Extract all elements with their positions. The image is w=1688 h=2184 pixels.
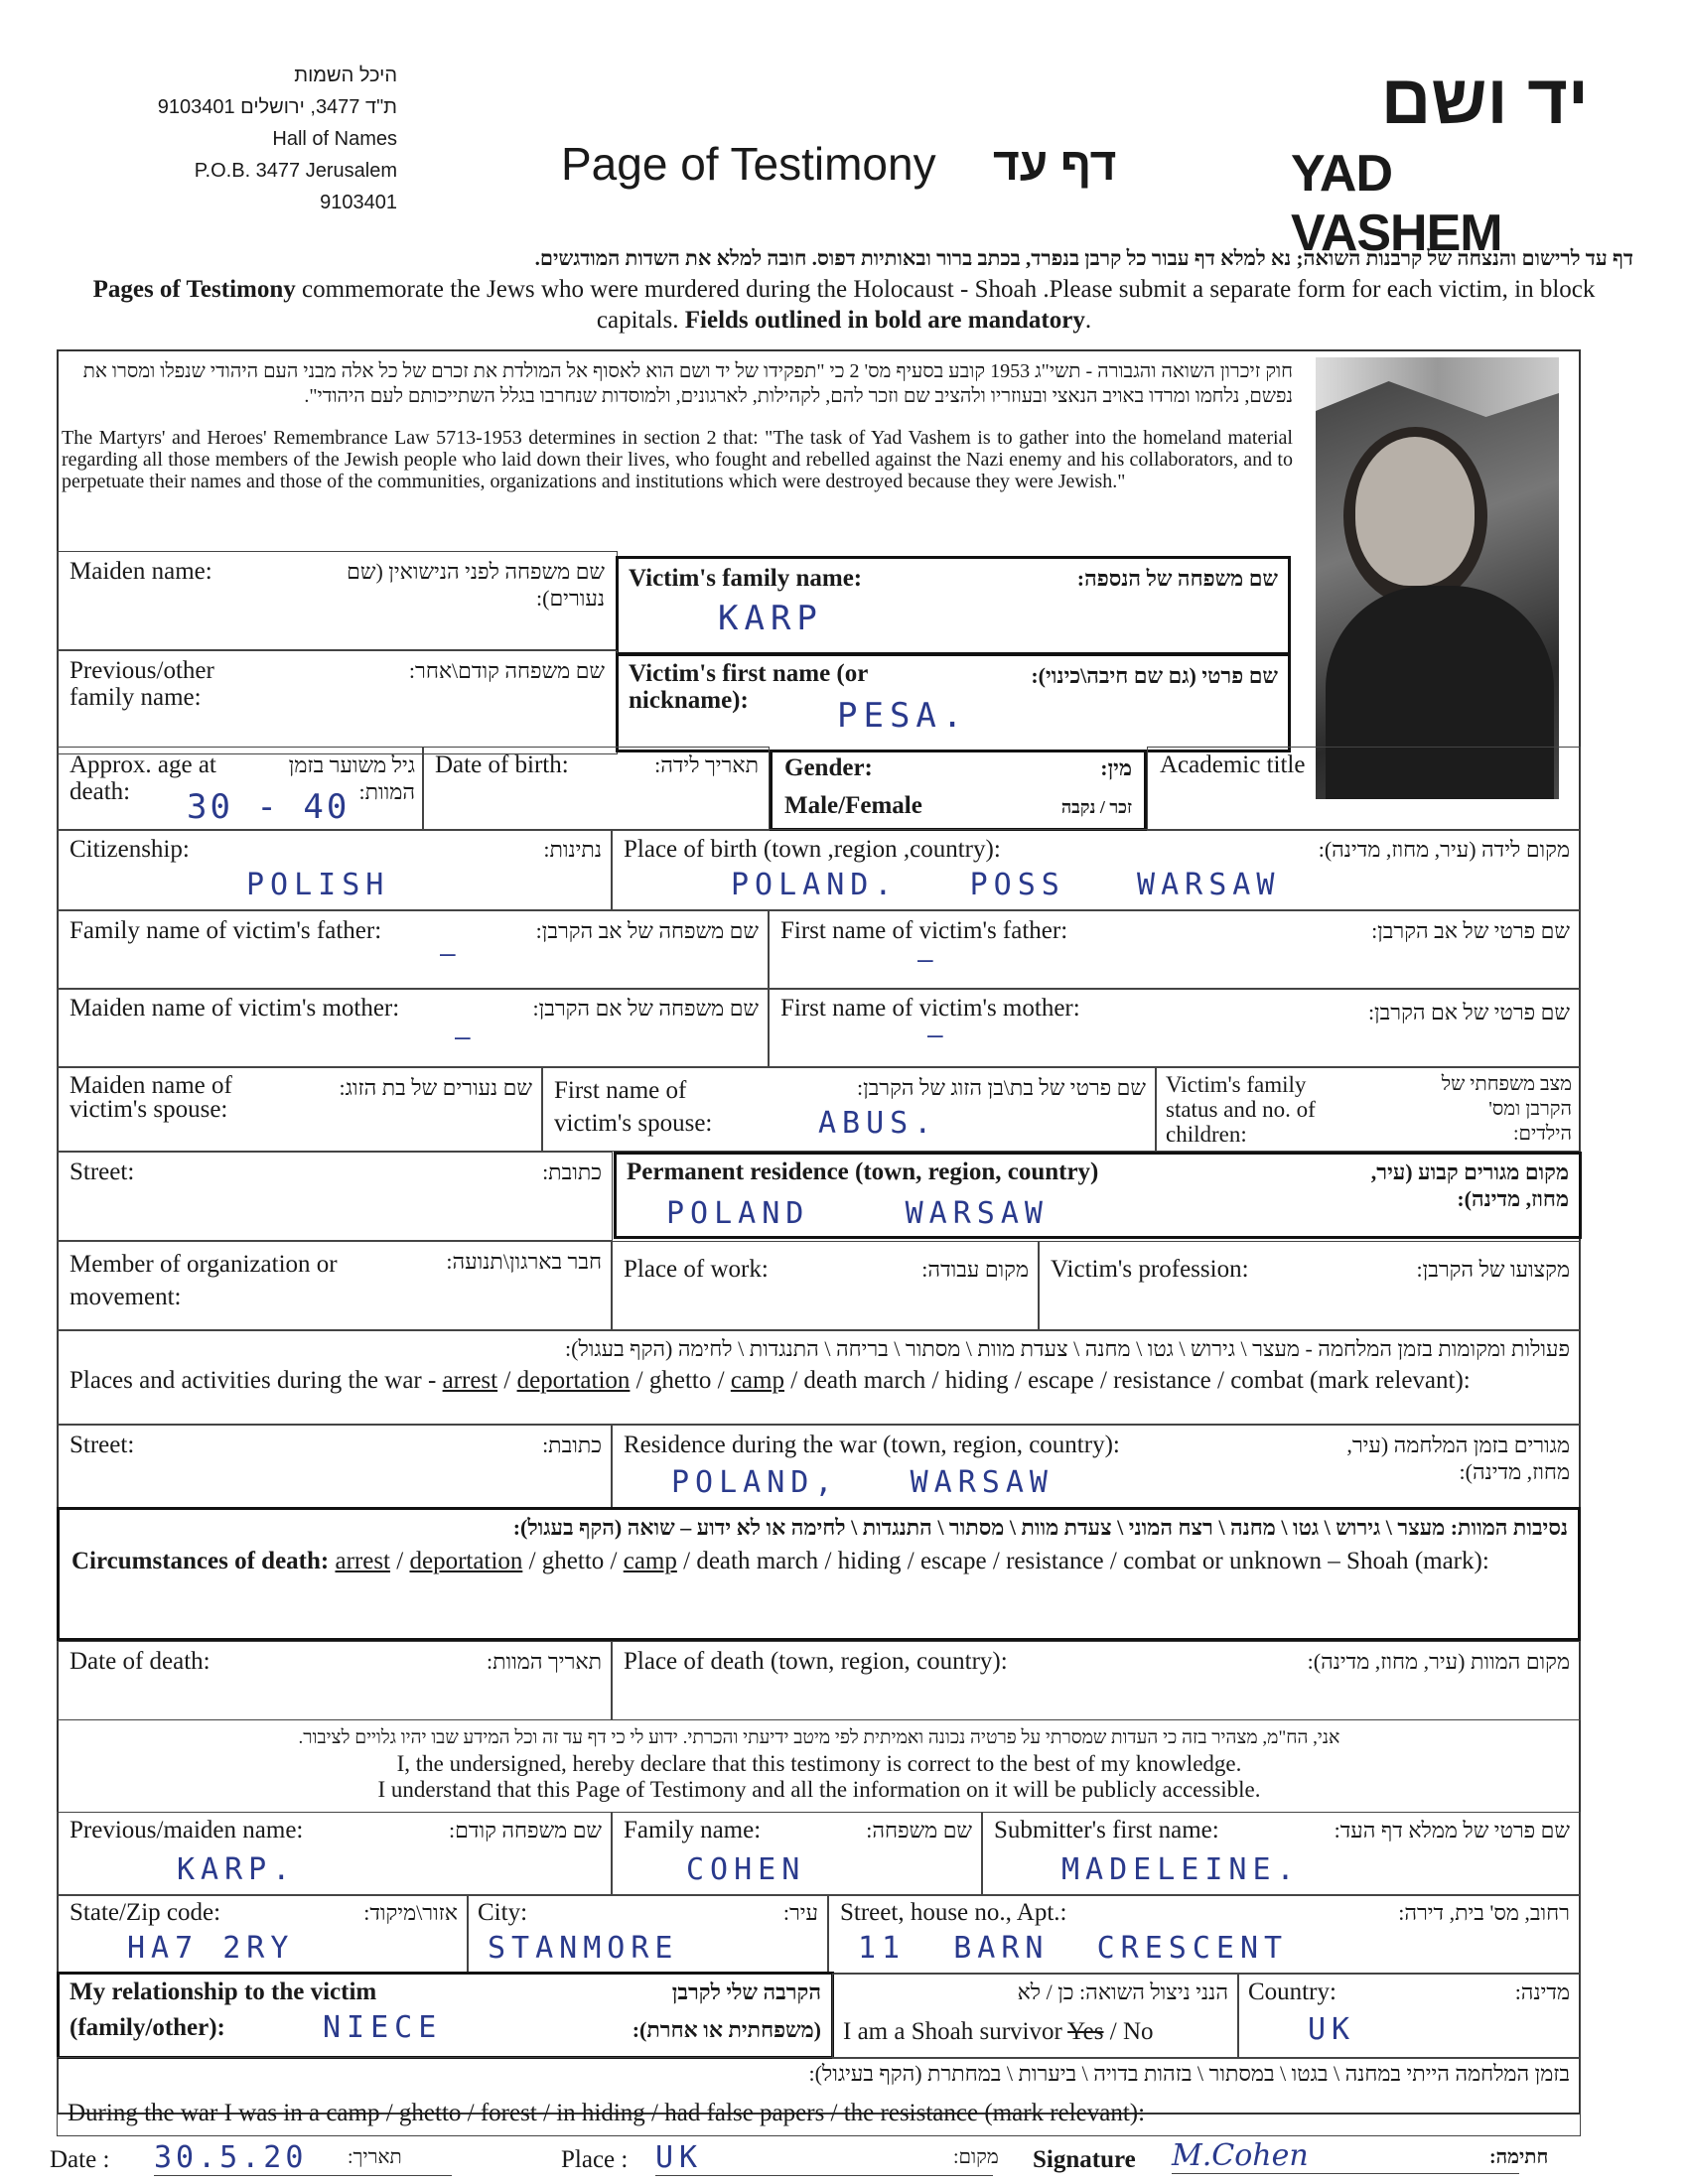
war-street-label: Street: [70,1432,135,1458]
victim-family-name-label-he: שם משפחה של הנספה: [1076,566,1278,591]
signature-label-he: חתימה: [1489,2146,1549,2168]
during-war-field[interactable] [57,2057,1581,2136]
relationship-field[interactable] [57,1972,834,2059]
gender-field[interactable] [770,750,1147,831]
instructions-mandatory-note: Fields outlined in bold are mandatory [684,307,1085,334]
date-label-he: תאריך: [348,2146,402,2168]
instructions-end: . [1084,307,1092,334]
place-of-birth-label: Place of birth (town ,region ,country): [624,836,1001,863]
gender-options-he[interactable]: זכר / נקבה [1060,797,1132,817]
submitter-family-name-field[interactable] [611,1812,983,1896]
spouse-first-name-value: ABUS. [818,1106,938,1141]
permanent-residence-label-he: מקום מגורים קבוע (עיר, מחוז, מדינה): [1370,1160,1569,1211]
victim-first-name-label: Victim's first name (or nickname): [629,660,868,714]
victim-first-name-label-he: שם פרטי (גם שם חיבה\כינוי): [1031,663,1278,688]
war-residence-label-he: מגורים בזמן המלחמה (עיר, מחוז, מדינה): [1346,1433,1570,1484]
death-option-resistance[interactable]: resistance [1006,1548,1104,1574]
date-label: Date : [50,2146,110,2173]
street-field[interactable] [57,1152,613,1241]
permanent-residence-field[interactable] [614,1152,1582,1239]
war-residence-value: POLAND, WARSAW [671,1465,1054,1500]
war-residence-field[interactable] [611,1425,1581,1509]
death-option-arrest[interactable]: arrest [335,1548,391,1574]
logo-hebrew: יד ושם [1380,61,1589,138]
org-name-en: Hall of Names [272,128,397,150]
war-option-escape[interactable]: escape [1028,1367,1094,1394]
place-of-birth-label-he: מקום לידה (עיר, מחוז, מדינה): [1318,837,1570,862]
signature-label: Signature [1033,2146,1136,2173]
declaration-he: אני, הח"מ, מצהיר בזה כי העדות שמסרתי על פרטיה נכונה ואמיתית לפי מיטב ידיעתי והכרתי. ידוע לי כי דף עד זה וכל המידע שבו יהיו גלויים לציבור. [298,1727,1340,1748]
date-of-death-label: Date of death: [70,1648,211,1675]
law-text-en: The Martyrs' and Heroes' Remembrance Law 5713-1953 determines in section 2 that: "The task of Yad Vashem is to gather into the homeland material regarding all those members of the Jewish people who laid down their lives, who fought and rebelled against the Nazi enemy and his collaborators, and to perpetuate their names and those of the communities, organizations and institutions which were destroyed because they were Jewish." [62,427,1293,492]
academic-title-label: Academic title [1160,751,1306,778]
declaration-en-1: I, the undersigned, hereby declare that this testimony is correct to the best of my knowledge. [396,1751,1242,1776]
age-at-death-label-he: גיל משוער בזמן המוות: [288,752,415,804]
address-he: ת"ד 3477, ירושלים 9103401 [157,96,397,118]
place-of-death-label: Place of death (town, region, country): [624,1648,1008,1675]
relationship-label: My relationship to the victim [70,1979,377,2005]
victim-first-name-value: PESA. [837,696,969,736]
gender-label: Gender: [784,754,873,781]
war-option-death-march[interactable]: death march [803,1367,926,1394]
family-status-label: Victim's family status and no. of children: [1166,1072,1316,1147]
mother-first-name-field[interactable] [768,988,1581,1067]
victim-family-name-value: KARP [718,599,823,638]
zip-code-label-he: אזור\מיקוד: [363,1900,458,1925]
death-option-escape[interactable]: escape [920,1548,987,1574]
place-of-birth-value: POLAND. POSS WARSAW [731,868,1281,902]
war-option-hiding[interactable]: hiding [944,1367,1009,1394]
submitter-previous-name-label: Previous/maiden name: [70,1817,304,1843]
victim-photo [1316,357,1559,799]
family-status-field[interactable] [1155,1067,1581,1152]
survivor-label [843,2018,1154,2045]
instructions-he: דף עד לרישום והנצחה של קרבנות השואה; נא למלא דף עבור כל קרבן בנפרד, בכתב ברור ובאותיות דפוס. חובה למלא את השדות המודגשים. [534,246,1633,270]
family-status-label-he: מצב משפחתי של הקרבן ומס' הילדים: [1441,1073,1572,1145]
profession-label: Victim's profession: [1051,1256,1249,1283]
war-activities-mark-note: (mark relevant): [1303,1367,1471,1394]
death-option-combat-unknown[interactable]: combat or unknown – Shoah [1123,1548,1409,1574]
instructions-en [55,274,1633,336]
submitter-previous-name-value: KARP. [177,1852,297,1887]
war-residence-label: Residence during the war (town, region, country): [624,1432,1120,1458]
previous-name-label: Previous/other family name: [70,657,214,711]
permanent-residence-value: POLAND WARSAW [666,1196,1049,1231]
submitter-first-name-value: MADELEINE. [1061,1852,1301,1887]
mother-maiden-name-label-he: שם משפחה של אם הקרבן: [532,996,759,1021]
circumstances-options: Circumstances of death: arrest / deportation / ghetto / camp / death march / hiding / escape / resistance / combat or unknown – Shoah (mark): [71,1548,1489,1574]
profession-label-he: מקצועו של הקרבן: [1416,1257,1570,1282]
father-first-name-label: First name of victim's father: [780,917,1068,944]
father-family-name-field[interactable] [57,910,770,990]
submitter-first-name-label: Submitter's first name: [994,1817,1219,1843]
date-value[interactable]: 30.5.20 [154,2140,452,2176]
remembrance-law [62,359,1293,492]
mother-maiden-name-label: Maiden name of victim's mother: [70,995,400,1022]
gender-label-he: מין: [1100,755,1132,780]
mother-maiden-name-field[interactable] [57,988,770,1067]
father-first-name-value: — [917,945,939,975]
spouse-maiden-name-label: Maiden name of victim's spouse: [70,1072,232,1123]
war-activities-field[interactable] [57,1330,1581,1425]
previous-name-field[interactable] [57,650,618,754]
signature-row [50,2138,1638,2182]
page-title: Page of Testimony [561,138,936,190]
war-activities-label: Places and activities during the war - [70,1367,443,1394]
circumstances-label: Circumstances of death: [71,1548,330,1574]
war-street-field[interactable] [57,1425,613,1509]
country-field[interactable] [1237,1974,1581,2059]
org-address-block [119,60,397,218]
zip-code-value: HA7 2RY [127,1931,295,1966]
submitter-previous-name-field[interactable] [57,1812,613,1896]
place-of-death-field[interactable] [611,1641,1581,1720]
instructions-text: commemorate the Jews who were murdered during the Holocaust - Shoah .Please submit a separate form for each victim, in block capitals. [295,276,1596,334]
street-label-he: כתובת: [542,1160,602,1184]
country-value: UK [1308,2012,1356,2047]
victim-family-name-label: Victim's family name: [629,565,863,592]
victim-first-name-field[interactable] [616,653,1291,752]
zip-code-label: State/Zip code: [70,1899,221,1926]
spouse-first-name-label: First name of victim's spouse: [554,1077,713,1137]
spouse-maiden-name-label-he: שם נעורים של בת הזוג: [339,1075,532,1100]
submitter-family-name-label-he: שם משפחה: [866,1818,972,1843]
signature-value[interactable]: M.Cohen [1172,2138,1519,2174]
submitter-first-name-label-he: שם פרטי של ממלא דף העד: [1334,1818,1570,1843]
submitter-street-field[interactable] [827,1894,1581,1974]
instructions [55,243,1633,336]
country-label-he: מדינה: [1514,1979,1570,2004]
organization-label: Member of organization or movement: [70,1251,338,1310]
survivor-yes-option[interactable]: Yes [1067,2018,1104,2045]
spouse-maiden-name-field[interactable] [57,1067,543,1152]
profession-field[interactable] [1038,1241,1581,1330]
father-first-name-label-he: שם פרטי של אב הקרבן: [1371,918,1570,943]
relationship-value: NIECE [323,2010,443,2045]
war-activities-label-he: פעולות ומקומות בזמן המלחמה - מעצר \ גירוש \ גטו \ מחנה \ צעדת מוות \ מסתור \ בריחה \ התנגדות \ לחימה (הקף בעגול): [565,1336,1570,1361]
mother-maiden-name-value: — [455,1023,477,1052]
submitter-street-value: 11 BARN CRESCENT [858,1931,1289,1966]
submitter-first-name-field[interactable] [981,1812,1581,1896]
previous-name-label-he: שם משפחה קודם\אחר: [408,658,605,683]
date-of-birth-field[interactable] [422,747,770,831]
date-of-death-field[interactable] [57,1641,613,1720]
city-label: City: [478,1899,528,1926]
spouse-first-name-label-he: שם פרטי של בת\בן הזוג של הקרבן: [856,1075,1146,1100]
relationship-label-2: (family/other): [70,2014,225,2041]
father-family-name-label: Family name of victim's father: [70,917,382,944]
death-option-camp[interactable]: camp [623,1548,677,1574]
war-option-ghetto[interactable]: ghetto [648,1367,712,1394]
mother-first-name-label: First name of victim's mother: [780,995,1080,1022]
organization-field[interactable] [57,1241,613,1330]
date-of-birth-label-he: תאריך לידה: [654,752,759,777]
war-street-label-he: כתובת: [542,1433,602,1457]
father-first-name-field[interactable] [768,910,1581,990]
street-label: Street: [70,1159,135,1185]
academic-title-field[interactable] [1147,747,1581,831]
place-of-work-label: Place of work: [624,1256,769,1283]
place-of-birth-field[interactable] [611,829,1581,910]
maiden-name-label: Maiden name: [70,558,212,585]
city-label-he: עיר: [782,1900,818,1925]
during-war-label[interactable]: During the war I was in a camp / ghetto / forest / in hiding / had false papers / the resistance (mark relevant): [68,2100,1146,2126]
circumstances-of-death-field[interactable] [57,1507,1581,1641]
age-at-death-value: 30 - 40 [187,787,351,827]
yad-vashem-logo [1291,45,1589,262]
instructions-bold-lead: Pages of Testimony [92,276,296,303]
spouse-first-name-field[interactable] [541,1067,1157,1152]
father-family-name-label-he: שם משפחה של אב הקרבן: [535,918,759,943]
logo-english: YAD VASHEM [1291,145,1502,262]
war-option-arrest[interactable]: arrest [442,1367,498,1394]
place-label: Place : [561,2146,629,2173]
survivor-question: I am a Shoah survivor [843,2018,1062,2045]
citizenship-label: Citizenship: [70,836,190,863]
age-at-death-field[interactable] [57,747,424,831]
address-en: P.O.B. 3477 Jerusalem 9103401 [194,160,397,213]
date-of-death-label-he: תאריך המוות: [487,1649,602,1674]
mother-first-name-value: — [927,1021,949,1050]
submitter-street-label-he: רחוב, מס' בית, דירה: [1398,1900,1570,1925]
citizenship-value: POLISH [246,868,390,902]
place-label-he: מקום: [953,2146,999,2168]
permanent-residence-label: Permanent residence (town, region, country) [627,1159,1099,1185]
survivor-field[interactable] [832,1974,1239,2059]
city-field[interactable] [467,1894,829,1974]
relationship-label-he-2: (משפחתית או אחרת): [632,2017,821,2042]
survivor-no-option[interactable]: / No [1103,2018,1154,2045]
country-label: Country: [1248,1979,1336,2005]
submitter-family-name-value: COHEN [686,1852,806,1887]
citizenship-label-he: נתינות: [543,837,602,862]
place-of-death-label-he: מקום המוות (עיר, מחוז, מדינה): [1307,1649,1570,1674]
org-name-he: היכל השמות [294,65,397,86]
organization-label-he: חבר בארגון\תנועה: [446,1249,602,1274]
maiden-name-label-he: שם משפחה לפני הנישואין (שם נעורים): [347,559,605,611]
submitter-street-label: Street, house no., Apt.: [840,1899,1067,1926]
war-option-camp[interactable]: camp [730,1367,784,1394]
place-of-work-label-he: מקום עבודה: [921,1257,1029,1282]
war-option-resistance[interactable]: resistance [1113,1367,1211,1394]
place-value[interactable]: UK [655,2140,993,2176]
city-value: STANMORE [488,1931,679,1966]
gender-options[interactable]: Male/Female [784,792,922,819]
date-of-birth-label: Date of birth: [435,751,569,778]
victim-family-name-field[interactable] [616,556,1291,655]
declaration [60,1725,1579,1803]
relationship-label-he: הקרבה שלי לקרבן [671,1979,821,2004]
age-at-death-label: Approx. age at death: [70,751,216,805]
death-option-deportation[interactable]: deportation [409,1548,523,1574]
war-activities-options: Places and activities during the war - arrest / deportation / ghetto / camp / death march / hiding / escape / resistance / combat (mark relevant): [70,1367,1471,1394]
submitter-family-name-label: Family name: [624,1817,762,1843]
citizenship-field[interactable] [57,829,613,910]
death-option-ghetto[interactable]: ghetto [541,1548,605,1574]
during-war-label-he: בזמן המלחמה הייתי במחנה \ בגטו \ במסתור \ בזהות בדויה \ ביערות \ במחתרת (הקף בעיגול): [808,2061,1570,2086]
declaration-en-2: I understand that this Page of Testimony and all the information on it will be publicly accessible. [377,1777,1261,1802]
zip-code-field[interactable] [57,1894,469,1974]
survivor-label-he: הנני ניצול השואה: כן / לא [1017,1979,1228,2004]
circumstances-label-he: נסיבות המוות: מעצר \ גירוש \ גטו \ מחנה \ רצח המוני \ צעדת מוות \ מסתור \ התנגדות \ לחימה או לא ידוע – שואה (הקף בעגול): [512,1515,1568,1540]
death-option-death-march[interactable]: death march [696,1548,819,1574]
death-option-hiding[interactable]: hiding [837,1548,902,1574]
submitter-previous-name-label-he: שם משפחה קודם: [449,1818,602,1843]
place-of-work-field[interactable] [611,1241,1040,1330]
circumstances-mark-note: (mark): [1408,1548,1489,1574]
mother-first-name-label-he: שם פרטי של אם הקרבן: [1367,1000,1570,1024]
page-title-he: דף עד [993,138,1117,190]
father-family-name-value: — [440,939,462,969]
war-option-combat[interactable]: combat [1230,1367,1304,1394]
maiden-name-field[interactable] [57,551,618,650]
war-option-deportation[interactable]: deportation [516,1367,631,1394]
law-text-he: חוק זיכרון השואה והגבורה - תשי"ג 1953 קובע בסעיף מס' 2 כי "תפקידו של יד ושם הוא לאסוף אל המולדת את זכרם של כל אלה מבני העם היהודי שנפלו ומסרו את נפשם, נלחמו ומרדו באויב הנאצי ובעוזריו ולהציב שם וזכר להם, לקהילות, לארגונים, ולמוסדות שנחרבו בגלל השתייכותם לעם היהודי". [82,360,1293,407]
